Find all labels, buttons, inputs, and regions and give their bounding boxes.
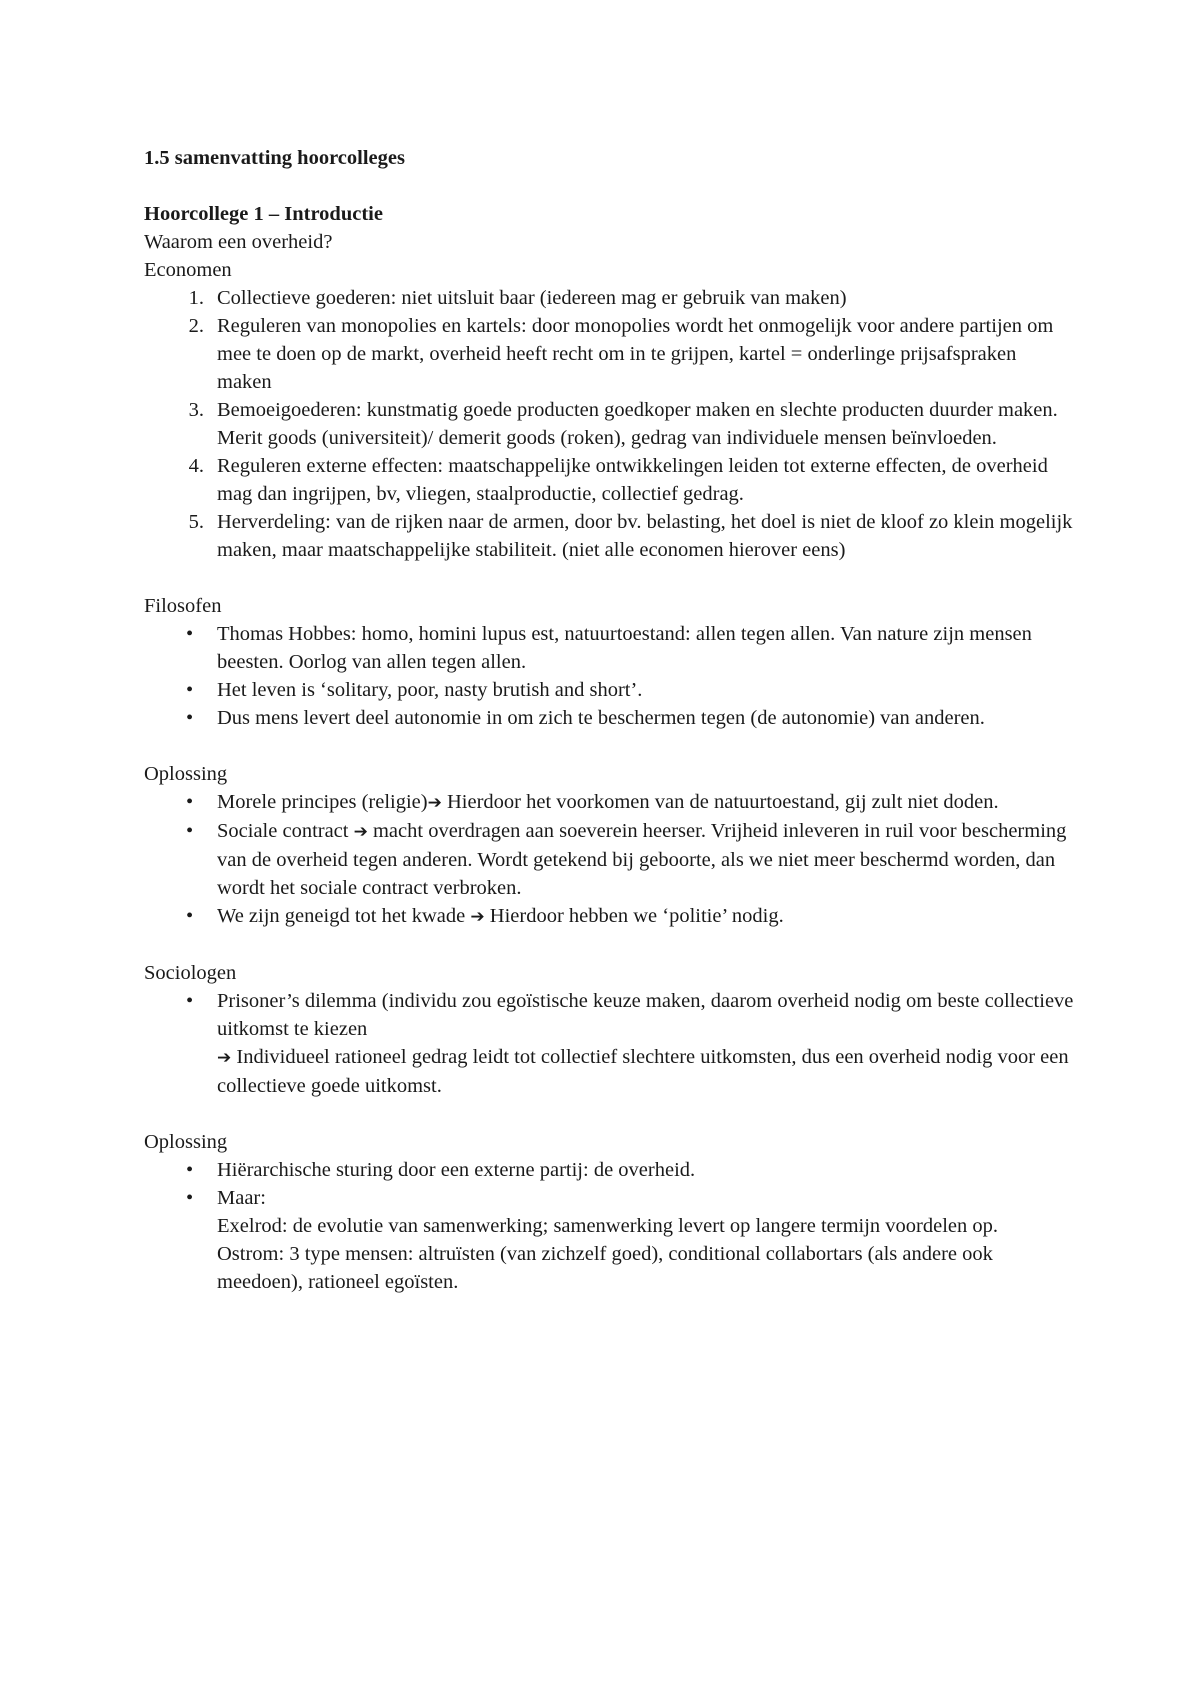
list-item xyxy=(144,1156,1074,1184)
list-item-text: Hiërarchische sturing door een externe partij: de overheid. xyxy=(217,1159,696,1181)
list-item-text: Prisoner’s dilemma (individu zou egoïstische keuze maken, daarom overheid nodig om beste collectieve uitkomst te kiezen xyxy=(217,990,1074,1040)
bullet-icon: • xyxy=(186,990,194,1012)
list-item xyxy=(144,620,1074,676)
bullet-icon: • xyxy=(186,707,194,729)
list-item-text: macht overdragen aan soeverein heerser. Vrijheid inleveren in ruil voor bescherming van de overheid tegen anderen. Wordt getekend bij geboorte, als we niet meer beschermd worden, dan wordt het sociale contract verbroken. xyxy=(217,820,1067,899)
oplossing-heading: Oplossing xyxy=(144,763,228,785)
document-title: 1.5 samenvatting hoorcolleges xyxy=(144,147,405,169)
list-number: 3. xyxy=(188,399,204,421)
lecture-question: Waarom een overheid? xyxy=(144,231,333,253)
list-item-text: Reguleren externe effecten: maatschappelijke ontwikkelingen leiden tot externe effecten, de overheid mag dan ingrijpen, bv, vliegen, staalproductie, collectief gedrag. xyxy=(217,455,1048,505)
list-item xyxy=(144,987,1074,1100)
list-item xyxy=(144,284,1074,312)
document-page xyxy=(144,144,1074,1296)
list-item-text: Collectieve goederen: niet uitsluit baar (iedereen mag er gebruik van maken) xyxy=(217,287,847,309)
lecture-title: Hoorcollege 1 – Introductie xyxy=(144,203,383,225)
list-item-text: Ostrom: 3 type mensen: altruïsten (van zichzelf goed), conditional collabortars (als andere ook meedoen), rationeel egoïsten. xyxy=(217,1243,993,1293)
filosofen-heading: Filosofen xyxy=(144,595,222,617)
list-number: 1. xyxy=(188,287,204,309)
oplossing-section-1 xyxy=(144,760,1074,931)
sociologen-heading: Sociologen xyxy=(144,962,237,984)
list-item-text: Morele principes (religie) xyxy=(217,791,428,813)
list-item-text: Reguleren van monopolies en kartels: door monopolies wordt het onmogelijk voor andere partijen om mee te doen op de markt, overheid heeft recht om in te grijpen, kartel = onderlinge prijsafspraken maken xyxy=(217,315,1054,393)
bullet-icon: • xyxy=(186,679,194,701)
sociologen-section xyxy=(144,959,1074,1100)
list-number: 5. xyxy=(188,511,204,533)
bullet-icon: • xyxy=(186,1159,194,1181)
arrow-right-icon: ➔ xyxy=(217,1048,232,1068)
list-item-text: Thomas Hobbes: homo, homini lupus est, natuurtoestand: allen tegen allen. Van nature zijn mensen beesten. Oorlog van allen tegen allen. xyxy=(217,623,1032,673)
oplossing-heading: Oplossing xyxy=(144,1131,228,1153)
oplossing-list-1 xyxy=(144,788,1074,931)
oplossing-section-2 xyxy=(144,1128,1074,1296)
list-item-text: We zijn geneigd tot het kwade xyxy=(217,905,471,927)
bullet-icon: • xyxy=(186,820,194,842)
arrow-right-icon: ➔ xyxy=(470,907,485,927)
list-item-text: Dus mens levert deel autonomie in om zich te beschermen tegen (de autonomie) van anderen. xyxy=(217,707,985,729)
arrow-right-icon: ➔ xyxy=(427,793,442,813)
list-item-text: Bemoeigoederen: kunstmatig goede producten goedkoper maken en slechte producten duurder maken. Merit goods (universiteit)/ demerit goods (roken), gedrag van individuele mensen beïnvloeden. xyxy=(217,399,1058,449)
list-item-text: Maar: xyxy=(217,1187,266,1209)
list-item-text: Individueel rationeel gedrag leidt tot collectief slechtere uitkomsten, dus een overheid nodig voor een collectieve goede uitkomst. xyxy=(217,1046,1069,1097)
list-item xyxy=(144,902,1074,931)
bullet-icon: • xyxy=(186,905,194,927)
filosofen-section xyxy=(144,592,1074,732)
filosofen-list xyxy=(144,620,1074,732)
list-item-text: Hierdoor het voorkomen van de natuurtoestand, gij zult niet doden. xyxy=(441,791,999,813)
bullet-icon: • xyxy=(186,791,194,813)
arrow-right-icon: ➔ xyxy=(353,822,368,842)
list-item xyxy=(144,704,1074,732)
list-item-text: Exelrod: de evolutie van samenwerking; samenwerking levert op langere termijn voordelen op. xyxy=(217,1215,999,1237)
sociologen-list xyxy=(144,987,1074,1100)
list-item-text: Hierdoor hebben we ‘politie’ nodig. xyxy=(484,905,784,927)
list-item-text: Sociale contract xyxy=(217,820,354,842)
list-item xyxy=(144,312,1074,396)
list-item xyxy=(144,817,1074,902)
bullet-icon: • xyxy=(186,1187,194,1209)
list-item xyxy=(144,1184,1074,1296)
list-item xyxy=(144,788,1074,817)
bullet-icon: • xyxy=(186,623,194,645)
list-item-text: Herverdeling: van de rijken naar de armen, door bv. belasting, het doel is niet de kloof zo klein mogelijk maken, maar maatschappelijke stabiliteit. (niet alle economen hierover eens) xyxy=(217,511,1073,561)
economen-list xyxy=(144,284,1074,564)
list-item xyxy=(144,676,1074,704)
list-item xyxy=(144,452,1074,508)
list-item xyxy=(144,508,1074,564)
list-item-text: Het leven is ‘solitary, poor, nasty brutish and short’. xyxy=(217,679,643,701)
list-item xyxy=(144,396,1074,452)
oplossing-list-2 xyxy=(144,1156,1074,1296)
list-number: 4. xyxy=(188,455,204,477)
economen-heading: Economen xyxy=(144,259,232,281)
list-number: 2. xyxy=(188,315,204,337)
